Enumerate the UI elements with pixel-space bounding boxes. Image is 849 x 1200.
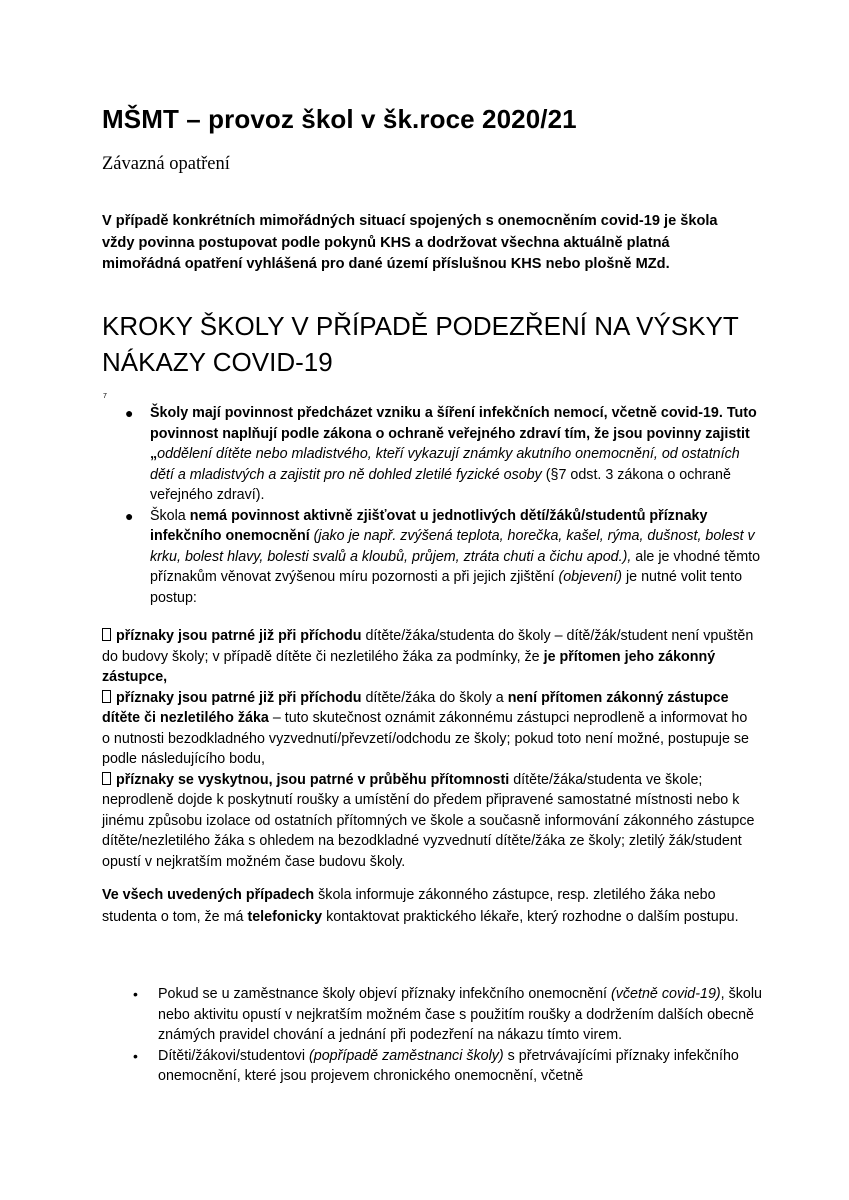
document-title: MŠMT – provoz škol v šk.roce 2020/21 (102, 104, 577, 134)
intro-paragraph: V případě konkrétních mimořádných situací spojených s onemocněním covid-19 je škola vždy povinna postupovat podle pokynů KHS a dodržovat všechna aktuálně platná mimořádná opatření vyhlášená pro dané území příslušnou KHS nebo plošně MZd. (102, 213, 718, 272)
bullet-list (102, 403, 762, 608)
list-item: • Dítěti/žákovi/studentovi (popřípadě zaměstnanci školy) s přetrvávajícími příznaky infekčního onemocnění, které jsou projevem chronického onemocnění, včetně (133, 1047, 739, 1084)
list-item: ● Školy mají povinnost předcházet vzniku a šíření infekčních nemocí, včetně covid-19. Tuto povinnost naplňují podle zákona o ochraně veřejného zdraví tím, že jsou povinny zajistit „oddělení dítěte nebo mladistvého, kteří vykazují známky akutního onemocnění, od ostatních dětí a mladistvých a zajistit pro ně dohled zletilé fyzické osoby (§7 odst. 3 zákona o ochraně veřejného zdraví). (125, 405, 757, 503)
list-item: ● Škola nemá povinnost aktivně zjišťovat u jednotlivých dětí/žáků/studentů příznaky infekčního onemocnění (jako je např. zvýšená teplota, horečka, kašel, rýma, dušnost, bolest v krku, bolest hlavy, bolesti svalů a kloubů, průjem, ztráta chuti a čichu apod.), ale je vhodné těmto příznakům věnovat zvýšenou míru pozornosti a při jejich zjištění (objevení) je nutné volit tento postup: (125, 507, 761, 606)
footnote-marker: 7 (103, 393, 107, 400)
section-heading: KROKY ŠKOLY V PŘÍPADĚ PODEZŘENÍ NA VÝSKYT NÁKAZY COVID-19 (102, 311, 739, 377)
bullet-icon: • (133, 986, 138, 1002)
bullet-icon: ● (125, 405, 134, 421)
checkbox-glyph-icon (102, 690, 111, 703)
conclusion-paragraph: Ve všech uvedených případech škola informuje zákonného zástupce, resp. zletilého žáka nebo studenta o tom, že má telefonicky kontaktovat praktického lékaře, který rozhodne o dalším postupu. (102, 887, 739, 925)
document-subtitle: Závazná opatření (102, 154, 230, 174)
bullet-icon: ● (125, 507, 134, 524)
bullet-icon: • (133, 1047, 138, 1064)
checkbox-glyph-icon (102, 628, 111, 641)
list-item: • Pokud se u zaměstnance školy objeví příznaky infekčního onemocnění (včetně covid-19), školu nebo aktivitu opustí v nejkratším možném čase s použitím roušky a dodržením dalších obecně známých pravidel chování a jednání při podezření na nákazu tímto virem. (133, 986, 762, 1043)
procedure-step: příznaky jsou patrné již při příchodu dítěte/žáka do školy a není přítomen zákonný zástupce dítěte či nezletilého žáka – tuto skutečnost oznámit zákonnému zástupci neprodleně a informovat ho o nutnosti bezodkladného vyzvednutí/převzetí/odchodu ze školy; pokud toto není možné, postupuje se podle následujícího bodu, (102, 689, 749, 767)
procedure-step: příznaky jsou patrné již při příchodu dítěte/žáka/studenta do školy – dítě/žák/student není vpuštěn do budovy školy; v případě dítěte či nezletilého žáka za podmínky, že je přítomen jeho zákonný zástupce, (102, 628, 754, 685)
bullet-list-2 (102, 984, 762, 1087)
checkbox-glyph-icon (102, 772, 111, 785)
procedure-step: příznaky se vyskytnou, jsou patrné v průběhu přítomnosti dítěte/žáka/studenta ve škole; neprodleně dojde k poskytnutí roušky a umístění do předem připravené samostatné místnosti nebo k jinému způsobu izolace od ostatních přítomných ve škole a současně informování zákonného zástupce dítěte/nezletilého žáka s ohledem na bezodkladné vyzvednutí dítěte/žáka ze školy; zletilý žák/student opustí v nejkratším možném čase budovu školy. (102, 771, 755, 870)
procedure-steps (102, 626, 757, 872)
